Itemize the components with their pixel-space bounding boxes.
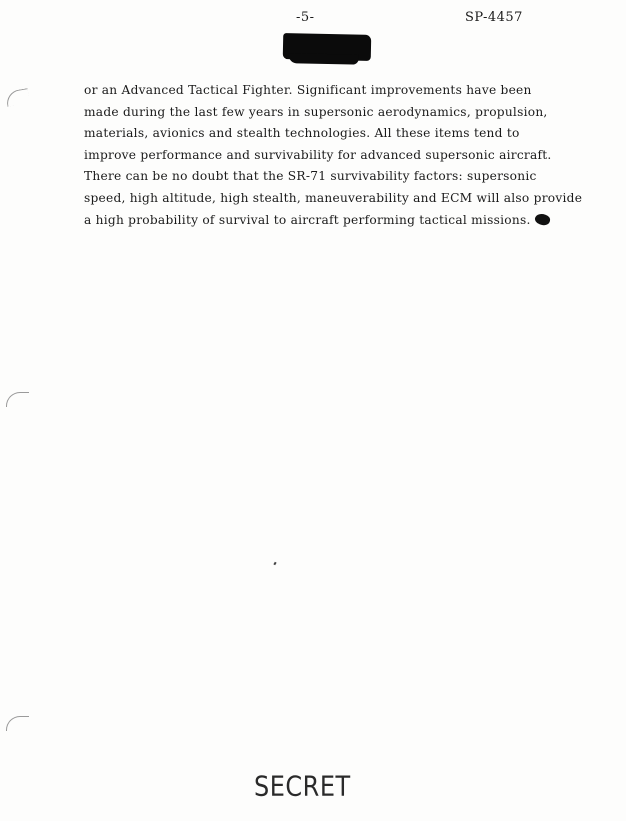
classification-marking: SECRET (254, 770, 351, 803)
body-line: or an Advanced Tactical Fighter. Significant improvements have been (84, 83, 532, 97)
document-id: SP-4457 (465, 10, 523, 25)
paper-speck (273, 562, 276, 566)
body-line: improve performance and survivability for advanced supersonic aircraft. (84, 147, 552, 162)
punch-hole-mark-bottom (6, 716, 29, 731)
redaction-block (283, 33, 372, 61)
body-line: made during the last few years in supersonic aerodynamics, propulsion, (84, 104, 548, 119)
body-line: materials, avionics and stealth technologies. All these items tend to (84, 126, 520, 141)
punch-hole-mark-top (5, 88, 30, 107)
body-line-text: a high probability of survival to aircraft performing tactical missions. (84, 212, 531, 227)
punch-hole-mark-middle (6, 392, 29, 407)
body-line: speed, high altitude, high stealth, maneuverability and ECM will also provide (84, 190, 583, 205)
end-mark-icon (533, 211, 551, 226)
page-number: -5- (296, 10, 315, 25)
body-paragraph (84, 80, 584, 231)
body-line: There can be no doubt that the SR-71 survivability factors: supersonic (84, 169, 537, 184)
body-line-last (84, 210, 584, 232)
